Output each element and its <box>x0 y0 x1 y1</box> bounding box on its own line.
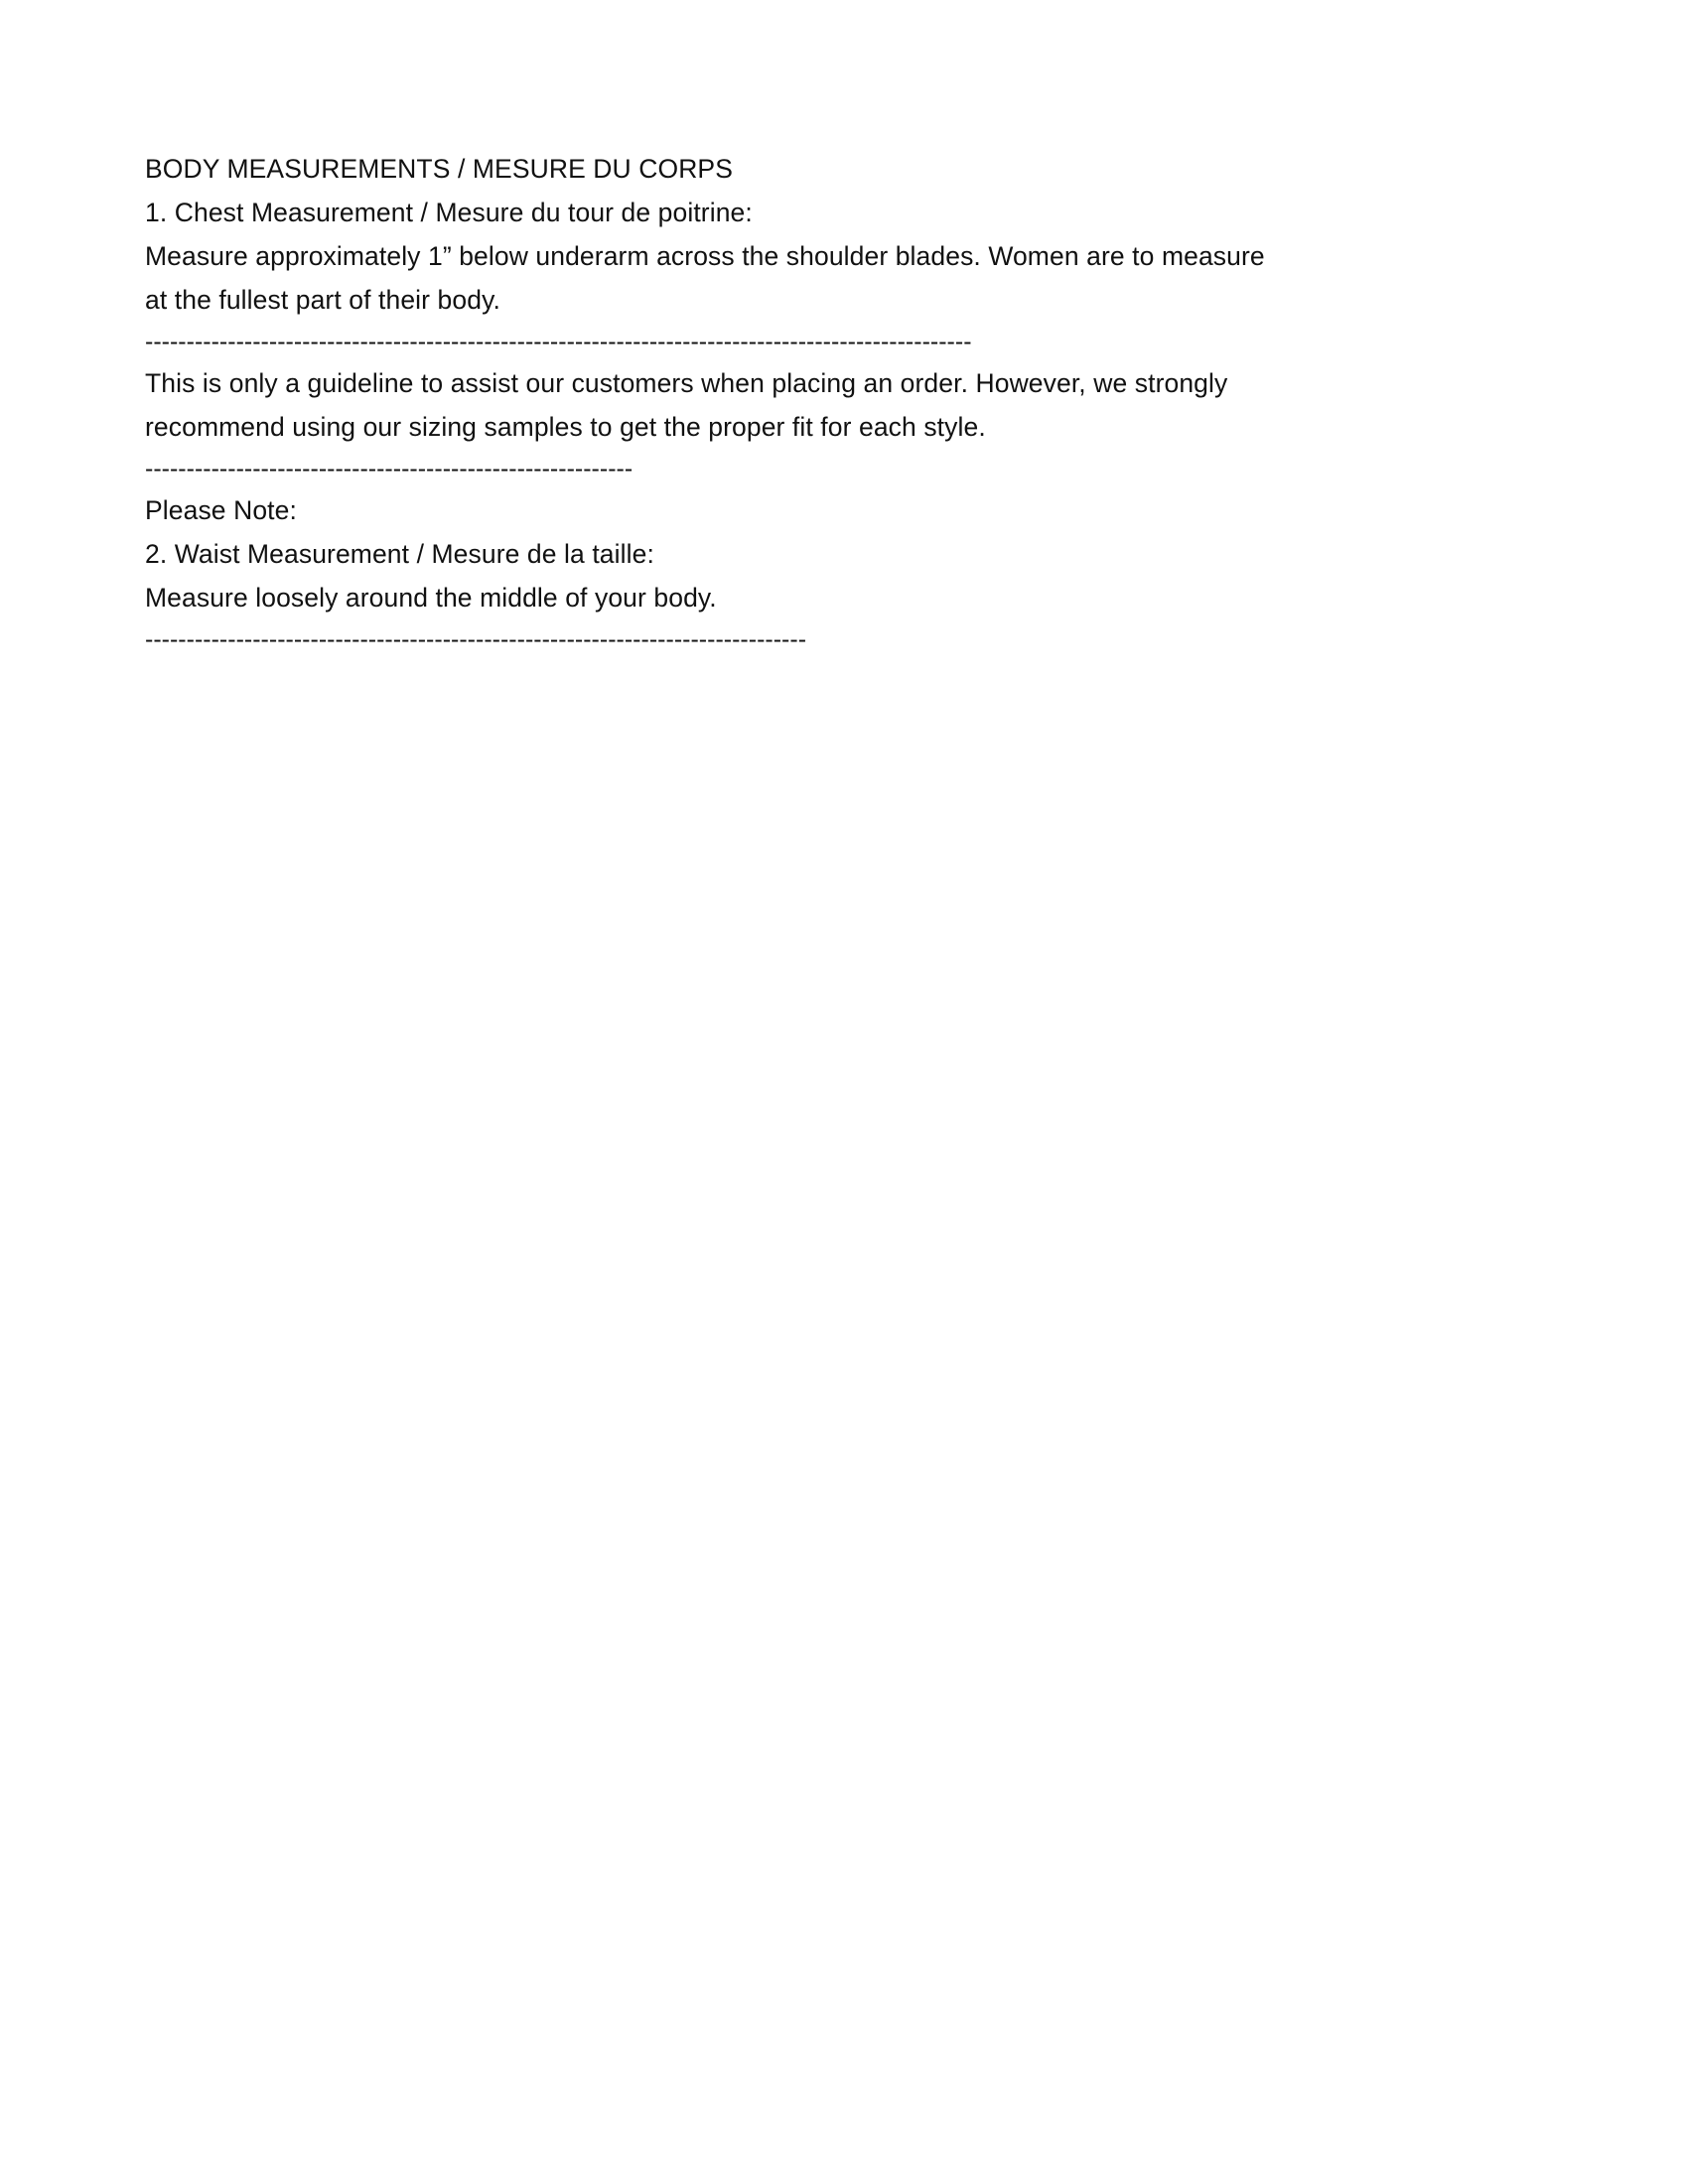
document-body <box>145 147 1456 659</box>
chest-measurement-text: Measure approximately 1” below underarm across the shoulder blades. Women are to measure at the fullest part of their body. <box>145 241 1265 315</box>
divider-one: ---------------------------------------------------------------------------------------------------- <box>145 328 972 355</box>
divider-two: ----------------------------------------------------------- <box>145 455 633 482</box>
divider-three: -------------------------------------------------------------------------------- <box>145 625 807 653</box>
waist-measurement-text: Measure loosely around the middle of your body. <box>145 583 717 613</box>
chest-measurement-label: 1. Chest Measurement / Mesure du tour de poitrine: <box>145 198 753 227</box>
page-title: BODY MEASUREMENTS / MESURE DU CORPS <box>145 154 733 184</box>
please-note-label: Please Note: <box>145 495 297 525</box>
guideline-text: This is only a guideline to assist our customers when placing an order. However, we strongly recommend using our sizing samples to get the proper fit for each style. <box>145 368 1228 442</box>
waist-measurement-label: 2. Waist Measurement / Mesure de la taille: <box>145 539 654 569</box>
